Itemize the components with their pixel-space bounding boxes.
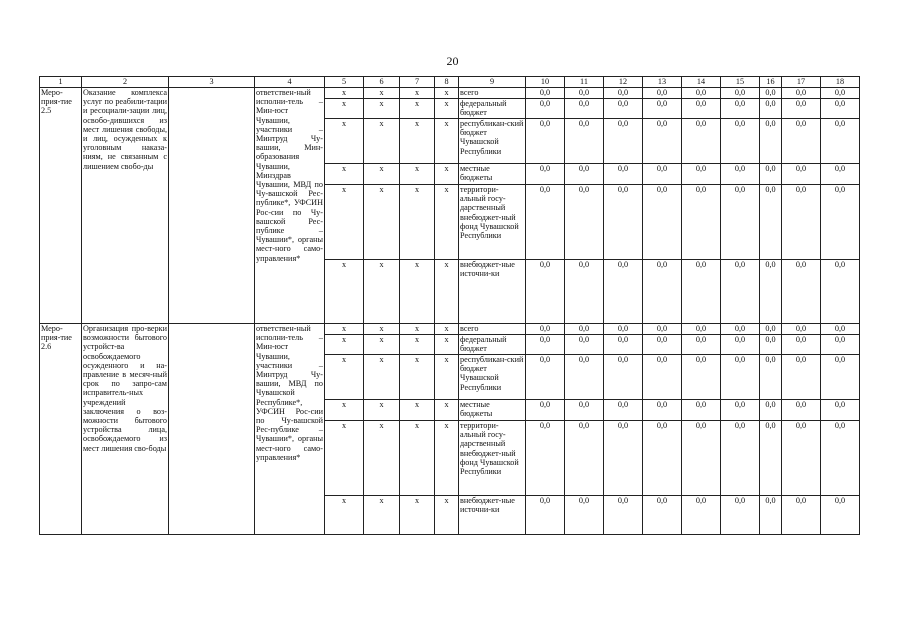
measure-title: Оказание комплекса услуг по реабили-тации и ресоциали-зации лиц, освобо-дившихся из мест лишения свободы, и лиц, осужденных к уголовным наказа-ниям, не связанным с лишением свобо-ды <box>82 88 169 324</box>
column-header: 14 <box>682 77 721 88</box>
x-mark: x <box>435 324 459 335</box>
amount-cell: 0,0 <box>782 324 821 335</box>
amount-cell: 0,0 <box>604 99 643 119</box>
amount-cell: 0,0 <box>682 119 721 164</box>
amount-cell: 0,0 <box>526 260 565 324</box>
amount-cell: 0,0 <box>643 324 682 335</box>
amount-cell: 0,0 <box>821 324 860 335</box>
column-header: 6 <box>364 77 400 88</box>
amount-cell: 0,0 <box>821 185 860 260</box>
amount-cell: 0,0 <box>821 496 860 535</box>
x-mark: x <box>435 99 459 119</box>
amount-cell: 0,0 <box>565 496 604 535</box>
x-mark: x <box>400 421 435 496</box>
column-header: 12 <box>604 77 643 88</box>
x-mark: x <box>325 335 364 355</box>
measure-label: Меро-прия-тие 2.6 <box>40 324 82 535</box>
amount-cell: 0,0 <box>821 260 860 324</box>
amount-cell: 0,0 <box>604 185 643 260</box>
amount-cell: 0,0 <box>760 496 782 535</box>
funding-source: местные бюджеты <box>459 164 526 185</box>
amount-cell: 0,0 <box>682 164 721 185</box>
column-header: 17 <box>782 77 821 88</box>
amount-cell: 0,0 <box>721 400 760 421</box>
x-mark: x <box>325 88 364 99</box>
x-mark: x <box>325 400 364 421</box>
amount-cell: 0,0 <box>782 496 821 535</box>
column-header: 15 <box>721 77 760 88</box>
amount-cell: 0,0 <box>526 324 565 335</box>
amount-cell: 0,0 <box>604 496 643 535</box>
column-header: 7 <box>400 77 435 88</box>
amount-cell: 0,0 <box>604 119 643 164</box>
x-mark: x <box>400 99 435 119</box>
amount-cell: 0,0 <box>821 400 860 421</box>
amount-cell: 0,0 <box>682 355 721 400</box>
x-mark: x <box>435 119 459 164</box>
amount-cell: 0,0 <box>782 88 821 99</box>
amount-cell: 0,0 <box>782 185 821 260</box>
amount-cell: 0,0 <box>821 119 860 164</box>
amount-cell: 0,0 <box>643 119 682 164</box>
amount-cell: 0,0 <box>721 164 760 185</box>
amount-cell: 0,0 <box>643 260 682 324</box>
amount-cell: 0,0 <box>821 335 860 355</box>
amount-cell: 0,0 <box>821 99 860 119</box>
amount-cell: 0,0 <box>643 421 682 496</box>
x-mark: x <box>400 260 435 324</box>
amount-cell: 0,0 <box>526 496 565 535</box>
executors-cell: ответствен-ный исполни-тель – Мин-юст Чувашии, участники – Минтруд Чу-вашии, МВД по Чувашской Республике*, УФСИН Рос-сии по Чу-вашской Рес-публике – Чувашии*, органы мест-ного само-управления* <box>255 324 325 535</box>
funding-source: всего <box>459 88 526 99</box>
x-mark: x <box>400 324 435 335</box>
column-header: 10 <box>526 77 565 88</box>
x-mark: x <box>364 355 400 400</box>
amount-cell: 0,0 <box>721 355 760 400</box>
table-row <box>40 88 860 99</box>
amount-cell: 0,0 <box>721 324 760 335</box>
amount-cell: 0,0 <box>782 400 821 421</box>
amount-cell: 0,0 <box>643 164 682 185</box>
column-header: 8 <box>435 77 459 88</box>
amount-cell: 0,0 <box>782 119 821 164</box>
amount-cell: 0,0 <box>821 355 860 400</box>
x-mark: x <box>325 496 364 535</box>
x-mark: x <box>400 164 435 185</box>
col3-cell <box>169 88 255 324</box>
x-mark: x <box>435 400 459 421</box>
x-mark: x <box>435 260 459 324</box>
x-mark: x <box>325 119 364 164</box>
amount-cell: 0,0 <box>526 335 565 355</box>
funding-source: территори-альный госу-дарственный внебюджет-ный фонд Чувашской Республики <box>459 185 526 260</box>
amount-cell: 0,0 <box>565 88 604 99</box>
amount-cell: 0,0 <box>565 260 604 324</box>
amount-cell: 0,0 <box>782 164 821 185</box>
x-mark: x <box>325 185 364 260</box>
amount-cell: 0,0 <box>682 496 721 535</box>
amount-cell: 0,0 <box>526 99 565 119</box>
amount-cell: 0,0 <box>526 421 565 496</box>
amount-cell: 0,0 <box>760 88 782 99</box>
amount-cell: 0,0 <box>721 119 760 164</box>
amount-cell: 0,0 <box>721 99 760 119</box>
amount-cell: 0,0 <box>682 88 721 99</box>
amount-cell: 0,0 <box>760 355 782 400</box>
amount-cell: 0,0 <box>782 355 821 400</box>
amount-cell: 0,0 <box>760 164 782 185</box>
x-mark: x <box>364 421 400 496</box>
x-mark: x <box>325 324 364 335</box>
x-mark: x <box>364 185 400 260</box>
x-mark: x <box>435 496 459 535</box>
amount-cell: 0,0 <box>565 324 604 335</box>
amount-cell: 0,0 <box>643 355 682 400</box>
amount-cell: 0,0 <box>565 335 604 355</box>
header-row <box>40 77 860 88</box>
column-header: 5 <box>325 77 364 88</box>
amount-cell: 0,0 <box>682 185 721 260</box>
amount-cell: 0,0 <box>760 119 782 164</box>
x-mark: x <box>364 99 400 119</box>
amount-cell: 0,0 <box>526 119 565 164</box>
amount-cell: 0,0 <box>604 355 643 400</box>
amount-cell: 0,0 <box>604 400 643 421</box>
executors-cell: ответствен-ный исполни-тель – Мин-юст Чувашии, участники – Минтруд Чу-вашии, Мин-образования Чувашии, Минздрав Чувашии, МВД по Чу-вашской Рес-публике*, УФСИН Рос-сии по Чу-вашской Рес-публике – Чувашии*, органы мест-ного само-управления* <box>255 88 325 324</box>
column-header: 16 <box>760 77 782 88</box>
x-mark: x <box>435 335 459 355</box>
amount-cell: 0,0 <box>721 496 760 535</box>
x-mark: x <box>364 119 400 164</box>
amount-cell: 0,0 <box>643 496 682 535</box>
amount-cell: 0,0 <box>604 335 643 355</box>
amount-cell: 0,0 <box>565 164 604 185</box>
amount-cell: 0,0 <box>782 335 821 355</box>
funding-source: федеральный бюджет <box>459 335 526 355</box>
x-mark: x <box>364 324 400 335</box>
x-mark: x <box>325 164 364 185</box>
column-header: 1 <box>40 77 82 88</box>
amount-cell: 0,0 <box>721 335 760 355</box>
amount-cell: 0,0 <box>604 260 643 324</box>
amount-cell: 0,0 <box>782 260 821 324</box>
amount-cell: 0,0 <box>760 324 782 335</box>
amount-cell: 0,0 <box>643 99 682 119</box>
amount-cell: 0,0 <box>643 185 682 260</box>
amount-cell: 0,0 <box>821 421 860 496</box>
measure-label: Меро-прия-тие 2.5 <box>40 88 82 324</box>
x-mark: x <box>400 355 435 400</box>
amount-cell: 0,0 <box>821 88 860 99</box>
amount-cell: 0,0 <box>565 119 604 164</box>
amount-cell: 0,0 <box>782 99 821 119</box>
amount-cell: 0,0 <box>721 421 760 496</box>
amount-cell: 0,0 <box>721 185 760 260</box>
amount-cell: 0,0 <box>760 99 782 119</box>
x-mark: x <box>364 496 400 535</box>
program-table <box>39 76 860 535</box>
amount-cell: 0,0 <box>782 421 821 496</box>
x-mark: x <box>325 421 364 496</box>
x-mark: x <box>400 400 435 421</box>
funding-source: внебюджет-ные источни-ки <box>459 260 526 324</box>
x-mark: x <box>325 260 364 324</box>
x-mark: x <box>435 185 459 260</box>
x-mark: x <box>400 88 435 99</box>
funding-source: всего <box>459 324 526 335</box>
amount-cell: 0,0 <box>760 260 782 324</box>
amount-cell: 0,0 <box>565 185 604 260</box>
amount-cell: 0,0 <box>682 324 721 335</box>
amount-cell: 0,0 <box>682 99 721 119</box>
amount-cell: 0,0 <box>643 400 682 421</box>
amount-cell: 0,0 <box>526 400 565 421</box>
amount-cell: 0,0 <box>682 421 721 496</box>
funding-source: местные бюджеты <box>459 400 526 421</box>
column-header: 2 <box>82 77 169 88</box>
x-mark: x <box>400 119 435 164</box>
amount-cell: 0,0 <box>682 400 721 421</box>
amount-cell: 0,0 <box>760 400 782 421</box>
x-mark: x <box>400 496 435 535</box>
funding-source: внебюджет-ные источни-ки <box>459 496 526 535</box>
amount-cell: 0,0 <box>565 421 604 496</box>
amount-cell: 0,0 <box>721 260 760 324</box>
funding-source: территори-альный госу-дарственный внебюджет-ный фонд Чувашской Республики <box>459 421 526 496</box>
amount-cell: 0,0 <box>604 324 643 335</box>
amount-cell: 0,0 <box>682 260 721 324</box>
funding-source: республикан-ский бюджет Чувашской Республики <box>459 355 526 400</box>
column-header: 13 <box>643 77 682 88</box>
column-header: 3 <box>169 77 255 88</box>
amount-cell: 0,0 <box>604 88 643 99</box>
x-mark: x <box>400 335 435 355</box>
funding-source: республикан-ский бюджет Чувашской Республики <box>459 119 526 164</box>
x-mark: x <box>435 164 459 185</box>
x-mark: x <box>435 421 459 496</box>
page-number: 20 <box>446 54 459 68</box>
amount-cell: 0,0 <box>526 355 565 400</box>
amount-cell: 0,0 <box>760 335 782 355</box>
measure-title: Организация про-верки возможности бытового устройст-ва освобождаемого осужденного и на-правление в месяч-ный срок по запро-сам исправитель-ных учреждений заключения о воз-можности бытового устройства лица, освобождаемого из мест лишения сво-боды <box>82 324 169 535</box>
column-header: 11 <box>565 77 604 88</box>
amount-cell: 0,0 <box>682 335 721 355</box>
amount-cell: 0,0 <box>643 88 682 99</box>
x-mark: x <box>435 88 459 99</box>
amount-cell: 0,0 <box>604 164 643 185</box>
col3-cell <box>169 324 255 535</box>
amount-cell: 0,0 <box>526 164 565 185</box>
x-mark: x <box>325 99 364 119</box>
amount-cell: 0,0 <box>604 421 643 496</box>
amount-cell: 0,0 <box>643 335 682 355</box>
amount-cell: 0,0 <box>565 355 604 400</box>
x-mark: x <box>364 400 400 421</box>
funding-source: федеральный бюджет <box>459 99 526 119</box>
amount-cell: 0,0 <box>760 421 782 496</box>
amount-cell: 0,0 <box>565 99 604 119</box>
x-mark: x <box>364 260 400 324</box>
column-header: 9 <box>459 77 526 88</box>
x-mark: x <box>364 335 400 355</box>
amount-cell: 0,0 <box>526 185 565 260</box>
column-header: 4 <box>255 77 325 88</box>
amount-cell: 0,0 <box>721 88 760 99</box>
column-header: 18 <box>821 77 860 88</box>
amount-cell: 0,0 <box>821 164 860 185</box>
amount-cell: 0,0 <box>526 88 565 99</box>
amount-cell: 0,0 <box>565 400 604 421</box>
x-mark: x <box>364 88 400 99</box>
table-row <box>40 324 860 335</box>
x-mark: x <box>325 355 364 400</box>
x-mark: x <box>400 185 435 260</box>
x-mark: x <box>435 355 459 400</box>
amount-cell: 0,0 <box>760 185 782 260</box>
x-mark: x <box>364 164 400 185</box>
